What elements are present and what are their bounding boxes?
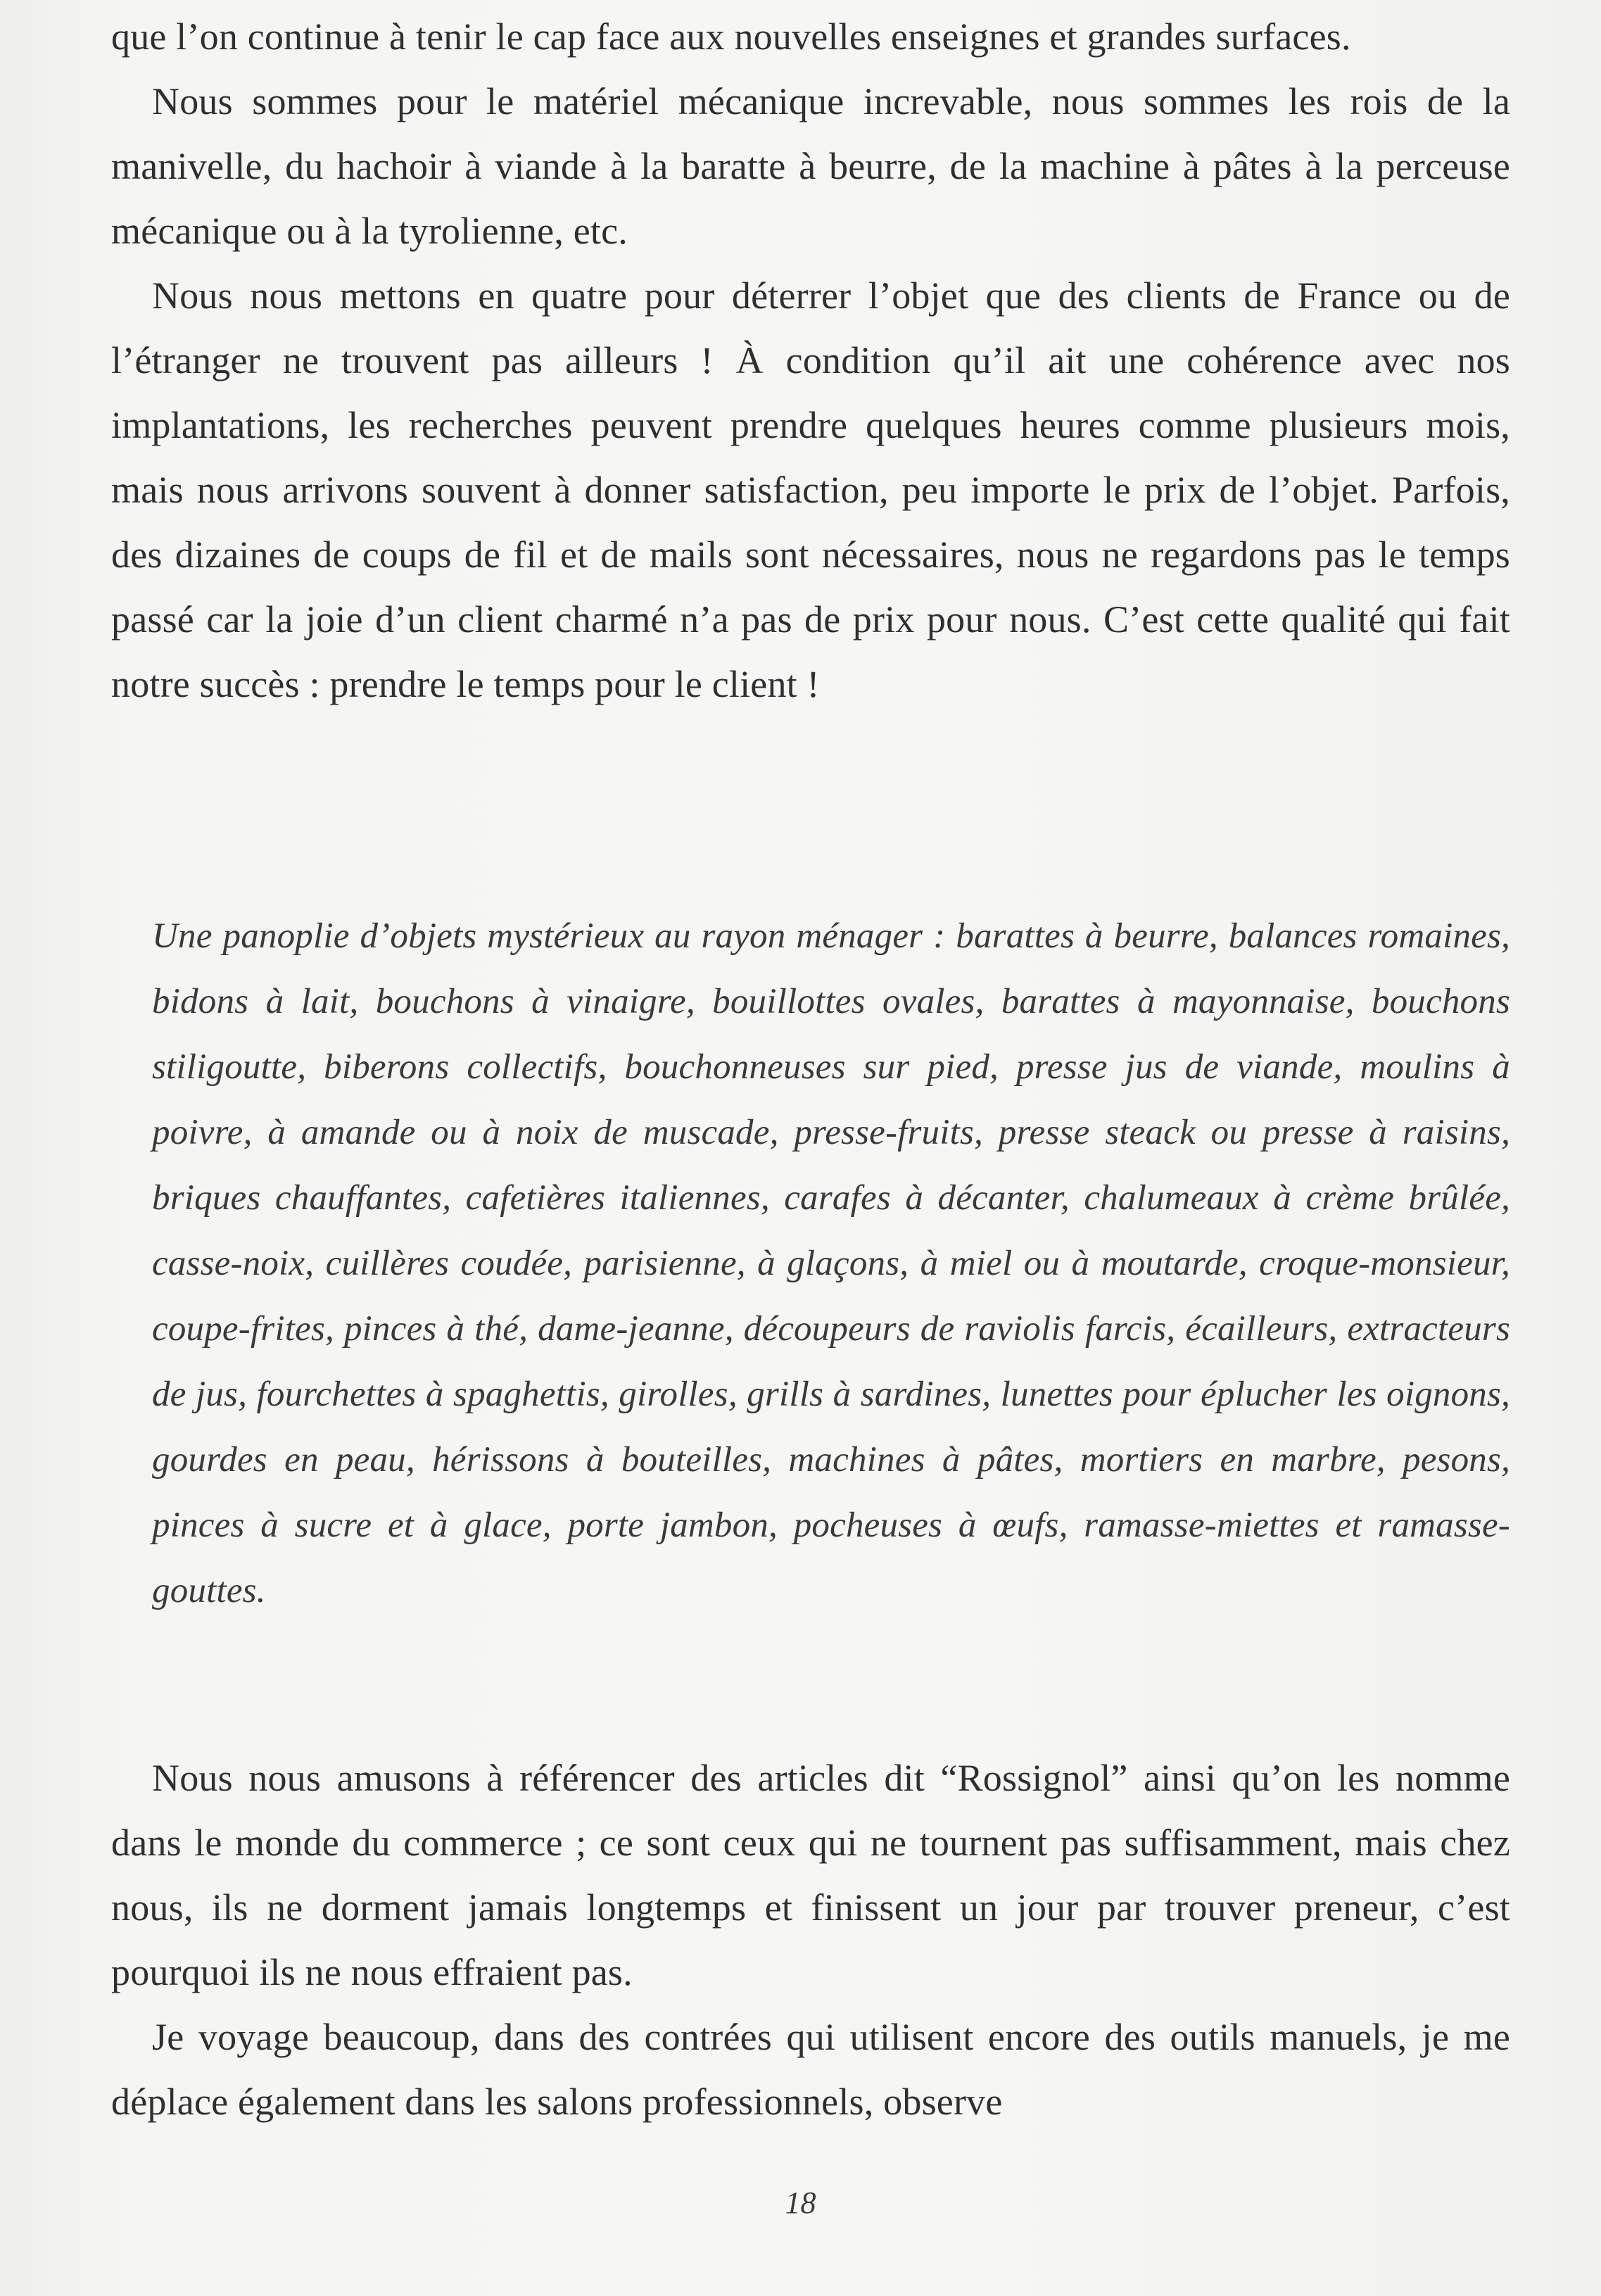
paragraph-travel: Je voyage beaucoup, dans des contrées qui utilisent encore des outils manuels, je me déplace également dans les salons professionnels, observe <box>111 2016 1510 2123</box>
body-text-bottom <box>111 1746 1510 2134</box>
paragraph-continuation: que l’on continue à tenir le cap face aux nouvelles enseignes et grandes surfaces. <box>111 15 1351 58</box>
body-text-top <box>111 4 1510 717</box>
quote-text: Une panoplie d’objets mystérieux au rayon ménager : barattes à beurre, balances romaines, bidons à lait, bouchons à vinaigre, bouillottes ovales, barattes à mayonnaise, bouchons stiligoutte, biberons collectifs, bouchonneuses sur pied, presse jus de viande, moulins à poivre, à amande ou à noix de muscade, presse-fruits, presse steack ou presse à raisins, briques chauffantes, cafetières italiennes, carafes à décanter, chalumeaux à crème brûlée, casse-noix, cuillères coudée, parisienne, à glaçons, à miel ou à moutarde, croque-monsieur, coupe-frites, pinces à thé, dame-jeanne, découpeurs de raviolis farcis, écailleurs, extracteurs de jus, fourchettes à spaghettis, girolles, grills à sardines, lunettes pour éplucher les oignons, gourdes en peau, hérissons à bouteilles, machines à pâtes, mortiers en marbre, pesons, pinces à sucre et à glace, porte jambon, pocheuses à œufs, ramasse-miettes et ramasse-gouttes. <box>152 916 1510 1610</box>
italic-quote-block <box>152 904 1510 1624</box>
page-number: 18 <box>785 2185 816 2220</box>
paragraph-mechanical-material: Nous sommes pour le matériel mécanique increvable, nous sommes les rois de la manivelle, du hachoir à viande à la baratte à beurre, de la machine à pâtes à la perceuse mécanique ou à la tyrolienne, etc. <box>111 80 1510 252</box>
paragraph-rossignol: Nous nous amusons à référencer des articles dit “Rossignol” ainsi qu’on les nomme dans le monde du commerce ; ce sont ceux qui ne tournent pas suffisamment, mais chez nous, ils ne dorment jamais longtemps et finissent un jour par trouver preneur, c’est pourquoi ils ne nous effraient pas. <box>111 1757 1510 1993</box>
paragraph-customer-search: Nous nous mettons en quatre pour déterrer l’objet que des clients de France ou de l’étranger ne trouvent pas ailleurs ! À condition qu’il ait une cohérence avec nos implantations, les recherches peuvent prendre quelques heures comme plusieurs mois, mais nous arrivons souvent à donner satisfaction, peu importe le prix de l’objet. Parfois, des dizaines de coups de fil et de mails sont nécessaires, nous ne regardons pas le temps passé car la joie d’un client charmé n’a pas de prix pour nous. C’est cette qualité qui fait notre succès : prendre le temps pour le client ! <box>111 275 1510 705</box>
